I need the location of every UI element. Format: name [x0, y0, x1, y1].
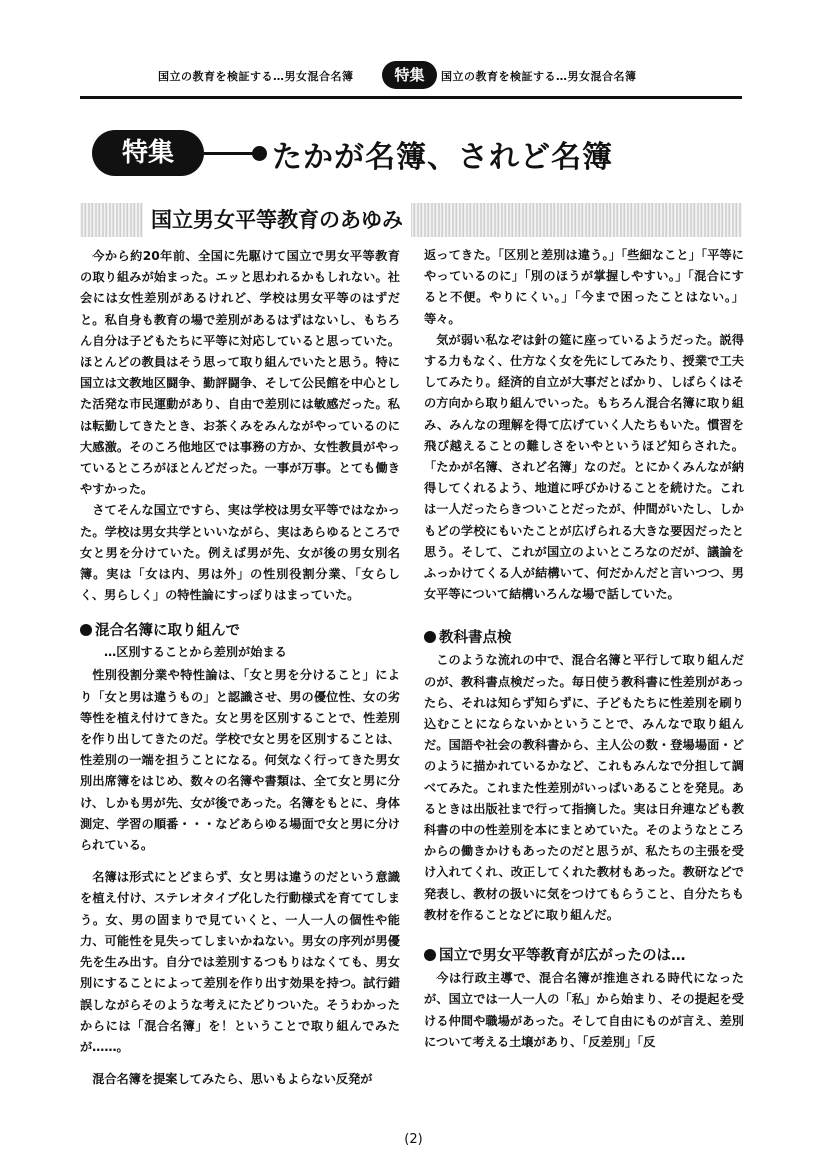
right-column [424, 245, 744, 1053]
header-rule [80, 96, 742, 99]
right-paragraph-1: 返ってきた。「区別と差別は違う。」「些細なこと」「平等にやっているのに」「別のほうが掌握しやすい。」「混合にすると不便。やりにくい。」「今まで困ったことはない。」等々。 [424, 248, 744, 326]
section3-paragraph-1: 今は行政主導で、混合名簿が推進される時代になったが、国立では一人一人の「私」から始まり、その提起を受ける仲間や職場があった。そして自由にものが言え、差別について考える土壌があり、「反差別」「反 [424, 971, 744, 1049]
section1-paragraph-2: 名簿は形式にとどまらず、女と男は違うのだという意識を植え付け、ステレオタイプ化した行動様式を育ててしまう。女、男の固まりで見ていくと、一人一人の個性や能力、可能性を見失ってしまいかねない。男女の序列が男優先を生み出す。自分では差別するつもりはなくても、男女別にすることによって差別を作り出す効果を持つ。試行錯誤しながらそのような考えにたどりついた。そうわかったからには「混合名簿」を！ということで取り組んでみたが……。 [80, 870, 400, 1054]
intro-paragraph-2: さてそんな国立ですら、実は学校は男女平等ではなかった。学校は男女共学といいながら、実はあらゆるところで女と男を分けていた。例えば男が先、女が後の男女別名簿。実は「女は内、男は外」の性別役割分業、「女らしく、男らしく」の特性論にすっぽりはまっていた。 [80, 503, 400, 603]
running-header-right: 国立の教育を検証する…男女混合名簿 [441, 70, 637, 83]
left-column [80, 246, 400, 1090]
title-connector-dot [252, 146, 267, 161]
section-heading-textbook-check: 教科書点検 [424, 628, 744, 648]
right-paragraph-2: 気が弱い私なぞは針の筵に座っているようだった。説得する力もなく、仕方なく女を先にしてみたり、授業で工夫してみたり。経済的自立が大事だとばかり、しばらくはその方向から取り組んでいった。もちろん混合名簿に取り組み、みんなの理解を得て広げていく人たちもいた。慣習を飛び越えることの難しさをいやというほど知らされた。「たかが名簿、されど名簿」なのだ。とにかくみんなが納得してくれるよう、地道に呼びかけることを続けた。これは一人だったらきついことだったが、仲間がいたし、しかもどの学校にもいたことが広げられる大きな要因だったと思う。そして、これが国立のよいところなのだが、議論をふっかけてくる人が結構いて、何だかんだと言いつつ、男女平等について結構いろんな場で話していた。 [424, 332, 744, 602]
intro-paragraph-1: 今から約20年前、全国に先駆けて国立で男女平等教育の取り組みが始まった。エッと思われるかもしれない。社会には女性差別があるけれど、学校は男女平等のはずだと。私自身も教育の場で差別があるはずはないし、もちろん自分は子どもたちに平等に対応していると思っていた。ほとんどの教員はそう思って取り組んでいたと思う。特に国立は文教地区闘争、勤評闘争、そして公民館を中心とした活発な市民運動があり、自由で差別には敏感だった。私は転勤してきたとき、お茶くみをみんながやっているのに大感激。そのころ他地区では事務の方か、女性教員がやっているところがほとんどだった。一事が万事。とても働きやすかった。 [80, 249, 400, 497]
page-number: (2) [404, 1132, 423, 1147]
section-subheading: …区別することから差別が始まる [104, 645, 287, 660]
main-title: たかが名簿、されど名簿 [272, 140, 613, 175]
section-heading-mixed-roster: 混合名簿に取り組んで [80, 621, 400, 641]
feature-badge: 特集 [92, 130, 204, 176]
bullet-icon [424, 949, 436, 961]
running-header-left: 国立の教育を検証する…男女混合名簿 [158, 70, 354, 83]
title-connector-line [204, 152, 256, 155]
section1-paragraph-3: 混合名簿を提案してみたら、思いもよらない反発が [92, 1072, 373, 1087]
section2-paragraph-1: このような流れの中で、混合名簿と平行して取り組んだのが、教科書点検だった。毎日使う教科書に性差別があったら、それは知らず知らずに、子どもたちに性差別を刷り込むことにならないかということで、みんなで取り組んだ。国語や社会の教科書から、主人公の数・登場場面・どのように描かれているかなど、これもみんなで分担して調べてみた。これまた性差別がいっぱいあることを発見。あるときは出版社まで行って指摘した。実は日弁連なども教科書の中の性差別を本にまとめていた。そのようなところからの働きかけもあったのだと思うが、私たちの主張を受け入れてくれ、改正してくれた教材もあった。教研などで発表し、教材の扱いに気をつけてもらうこと、自分たちも教材を作ることなどに取り組んだ。 [424, 653, 744, 922]
subtitle: 国立男女平等教育のあゆみ [143, 203, 411, 237]
running-header-badge: 特集 [382, 61, 437, 89]
bullet-icon [80, 624, 92, 636]
bullet-icon [424, 631, 436, 643]
section-heading-spread: 国立で男女平等教育が広がったのは… [424, 946, 744, 966]
section1-paragraph-1: 性別役割分業や特性論は、「女と男を分けること」により「女と男は違うもの」と認識させ、男の優位性、女の劣等性を植え付けてきた。女と男を区別することで、性差別を作り出してきたのだ。学校で女と男を区別することは、性差別の一端を担うことになる。何気なく行ってきた男女別出席簿をはじめ、数々の名簿や書類は、全て女と男に分け、しかも男が先、女が後であった。名簿をもとに、身体測定、学習の順番・・・などあらゆる場面で女と男に分けられている。 [80, 668, 400, 853]
